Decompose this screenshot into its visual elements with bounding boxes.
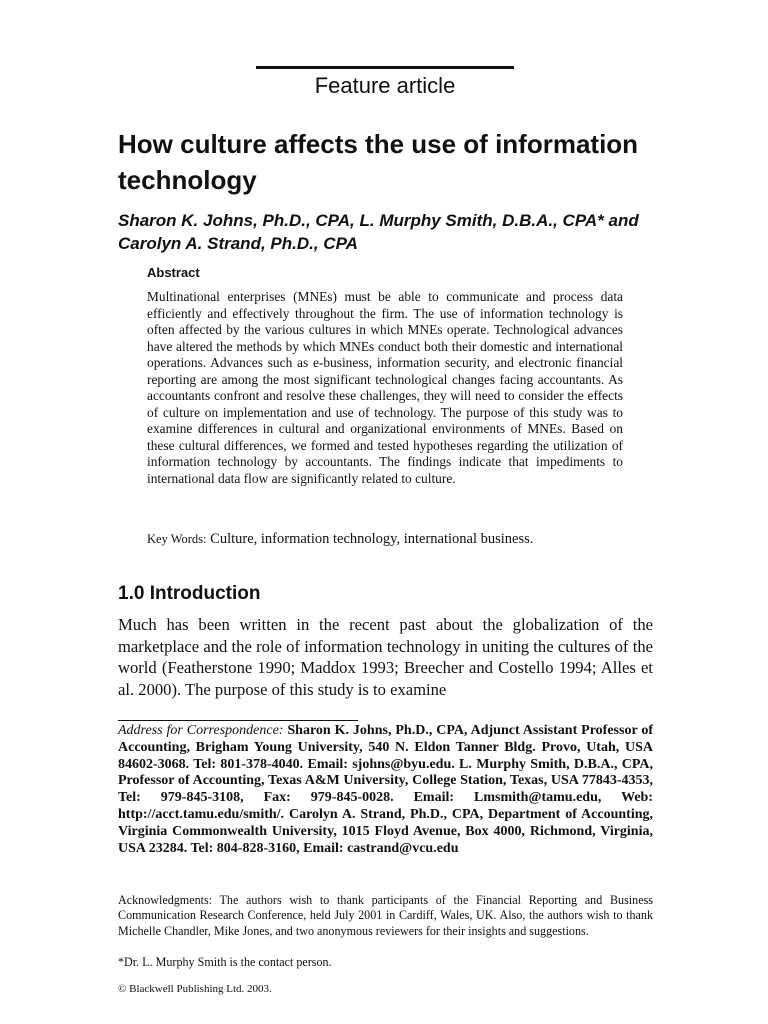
keywords-label: Key Words: (147, 532, 207, 546)
abstract-heading: Abstract (147, 265, 200, 280)
contact-note: *Dr. L. Murphy Smith is the contact person. (118, 955, 332, 969)
introduction-heading: 1.0 Introduction (118, 583, 261, 604)
footnote-rule (118, 720, 358, 721)
keywords (147, 531, 623, 548)
correspondence-label: Address for Correspondence: (118, 723, 284, 738)
correspondence-text: Sharon K. Johns, Ph.D., CPA, Adjunct Assistant Professor of Accounting, Brigham Young University, 540 N. Eldon Tanner Bldg. Provo, Utah, USA 84602-3068. Tel: 801-378-4040. Email: sjohns@byu.edu. L. Murphy Smith, D.B.A., CPA, Professor of Accounting, Texas A&M University, College Station, Texas, USA 77843-4353, Tel: 979-845-3108, Fax: 979-845-0028. Email: Lmsmith@tamu.edu, Web: http://acct.tamu.edu/smith/. Carolyn A. Strand, Ph.D., CPA, Department of Accounting, Virginia Commonwealth University, 1015 Floyd Avenue, Box 4000, Richmond, Virginia, USA 23284. Tel: 804-828-3160, Email: castrand@vcu.edu (118, 723, 653, 856)
correspondence-footnote (118, 723, 653, 857)
author-list: Sharon K. Johns, Ph.D., CPA, L. Murphy Smith, D.B.A., CPA* and Carolyn A. Strand, Ph.D., CPA (118, 211, 639, 253)
acknowledgments: Acknowledgments: The authors wish to thank participants of the Financial Reporting and Business Communication Research Conference, held July 2001 in Cardiff, Wales, UK. Also, the authors wish to thank Michelle Chandler, Mike Jones, and two anonymous reviewers for their insights and suggestions. (118, 893, 653, 938)
article-title: How culture affects the use of information technology (118, 129, 639, 195)
introduction-body: Much has been written in the recent past about the globalization of the marketplace and the role of information technology in uniting the cultures of the world (Featherstone 1990; Maddox 1993; Breecher and Costello 1994; Alles et al. 2000). The purpose of this study is to examine (118, 615, 653, 699)
abstract-body: Multinational enterprises (MNEs) must be able to communicate and process data efficiently and effectively throughout the firm. The use of information technology is often affected by the various cultures in which MNEs operate. Technological advances have altered the methods by which MNEs conduct both their domestic and international operations. Advances such as e-business, information security, and electronic financial reporting are among the most significant technological changes facing accountants. As accountants confront and resolve these challenges, they will need to consider the effects of culture on implementation and use of technology. The purpose of this study was to examine differences in cultural and organizational environments of MNEs. Based on these cultural differences, we formed and tested hypotheses regarding the utilization of information technology by accountants. The findings indicate that impediments to international data flow are significantly related to culture. (147, 289, 623, 486)
header-rule (256, 66, 514, 69)
copyright-notice: © Blackwell Publishing Ltd. 2003. (118, 983, 272, 995)
section-label: Feature article (314, 73, 456, 98)
keywords-list: Culture, information technology, international business. (210, 531, 534, 547)
